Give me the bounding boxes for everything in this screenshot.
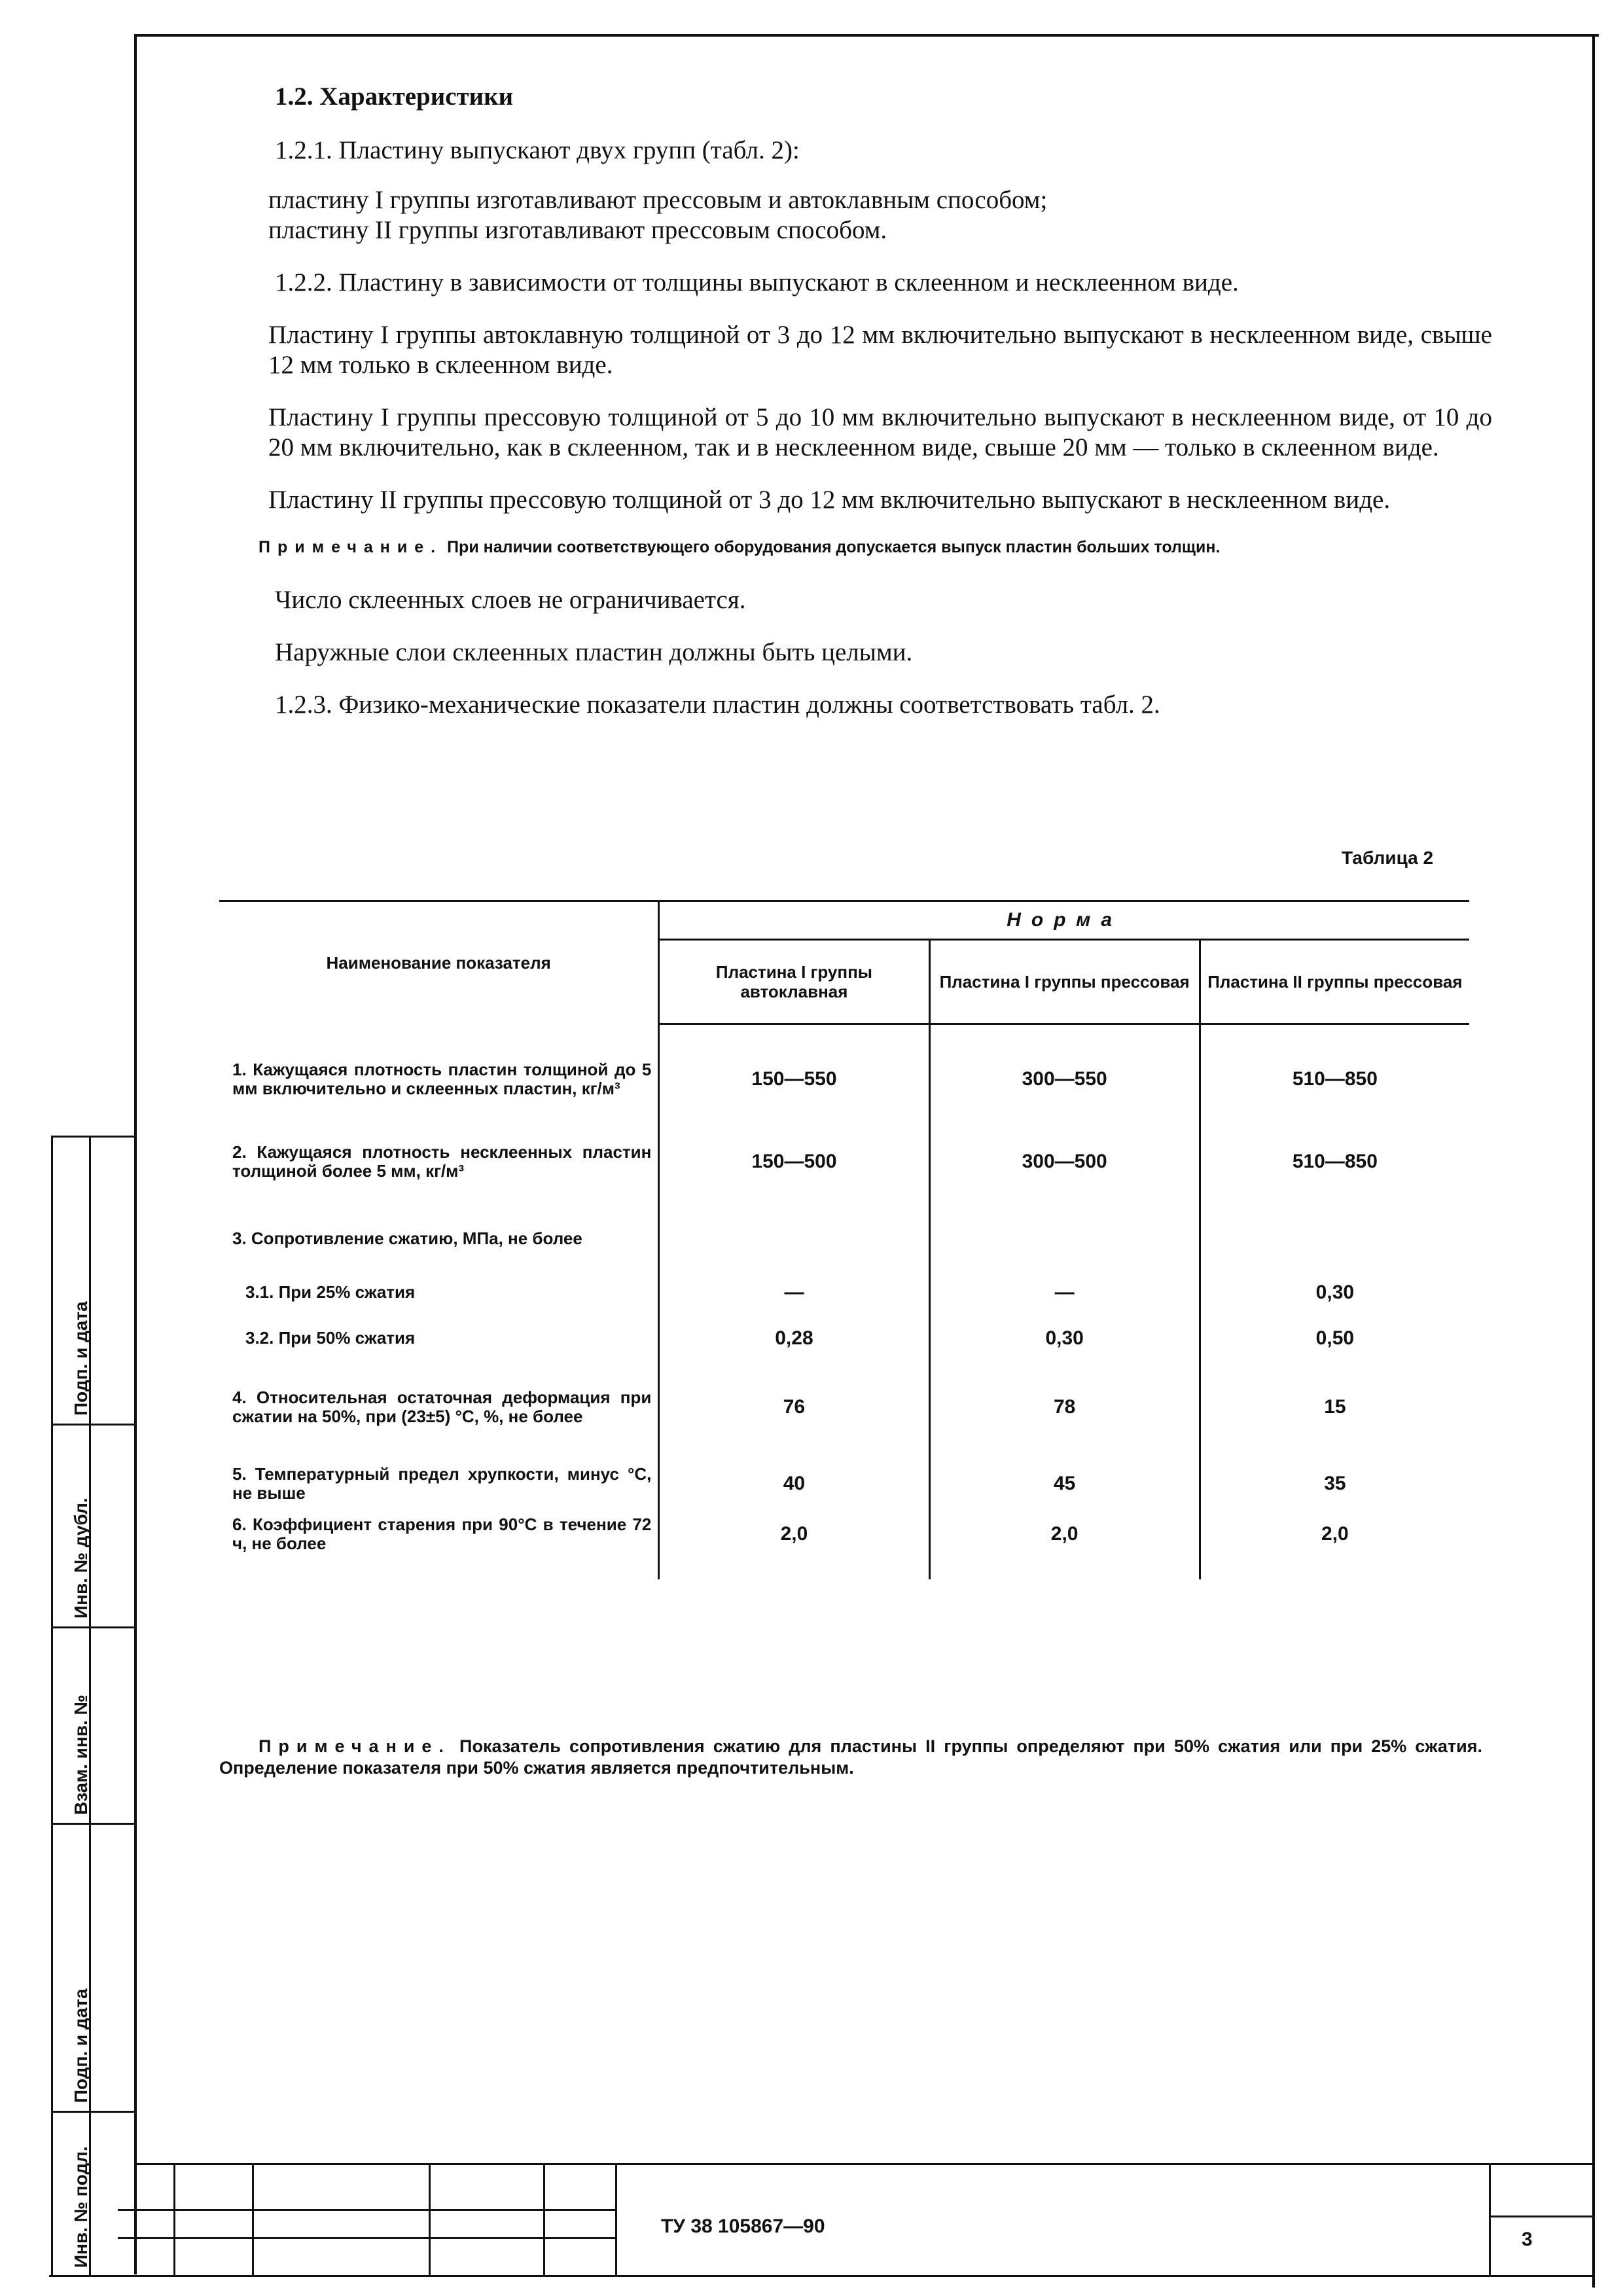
margin-cell — [51, 1424, 135, 1628]
note-text: При наличии соответствующего оборудования допускается выпуск пластин больших толщин. — [447, 538, 1221, 556]
properties-table — [219, 900, 1469, 1579]
paragraph: Число склеенных слоев не ограничивается. — [275, 586, 746, 614]
title-block-line — [173, 2163, 175, 2276]
paragraph — [268, 485, 1492, 515]
table-header-norma: Норма — [659, 901, 1469, 940]
table-row — [219, 1361, 1469, 1453]
row-value: 510—850 — [1200, 1116, 1469, 1208]
frame-top-border — [134, 34, 1599, 37]
row-name: 1. Кажущаяся плотность пластин толщиной до 5 мм включительно и склеенных пластин, кг/м³ — [232, 1059, 652, 1098]
paragraph-text: Пластину I группы автоклавную толщиной от 3 до 12 мм включительно выпускают в несклеенном виде, свыше 12 мм только в склеенном виде. — [268, 321, 1492, 379]
margin-label: Взам. инв. № — [71, 1695, 91, 1815]
title-block-line — [134, 2163, 1592, 2165]
row-name: 5. Температурный предел хрупкости, минус °С, не выше — [232, 1464, 652, 1503]
row-value: 2,0 — [929, 1515, 1200, 1579]
document-body — [259, 82, 1492, 720]
title-block-line — [118, 2237, 615, 2239]
row-value: 150—550 — [659, 1024, 929, 1116]
row-value: 0,50 — [1200, 1316, 1469, 1361]
table-column-header: Пластина II группы прессовая — [1200, 940, 1469, 1024]
row-value: 0,30 — [929, 1316, 1200, 1361]
row-name: 3.2. При 50% сжатия — [245, 1328, 416, 1348]
paragraph: 1.2.1. Пластину выпускают двух групп (табл. 2): — [275, 136, 800, 164]
row-value: — — [929, 1270, 1200, 1316]
margin-label: Подп. и дата — [71, 1301, 91, 1416]
paragraph-text: Пластину I группы прессовую толщиной от 5 до 10 мм включительно выпускают в несклеенном виде, от 10 до 20 мм включительно, как в склеенном, так и в несклеенном виде, свыше 20 мм — только в склеенном виде. — [268, 403, 1492, 461]
table-row — [219, 1116, 1469, 1208]
paragraph — [268, 320, 1492, 380]
title-block-line — [118, 2209, 615, 2211]
table-column-header: Пластина I группы прессовая — [929, 940, 1200, 1024]
table-row — [219, 1208, 1469, 1270]
margin-label: Инв. № подл. — [71, 2146, 91, 2268]
row-name: 4. Относительная остаточная деформация при сжатии на 50%, при (23±5) °С, %, не более — [232, 1387, 652, 1426]
paragraph: 1.2.3. Физико-механические показатели пластин должны соответствовать табл. 2. — [275, 691, 1160, 719]
note-label: Примечание. — [259, 538, 443, 556]
row-value: 35 — [1200, 1453, 1469, 1515]
row-value: 45 — [929, 1453, 1200, 1515]
table-row — [219, 1316, 1469, 1361]
margin-cell — [51, 1823, 135, 2113]
title-block-line — [1489, 2163, 1491, 2276]
table-caption: Таблица 2 — [1342, 848, 1434, 868]
title-block-line — [429, 2163, 431, 2276]
table-row — [219, 1453, 1469, 1515]
row-value: 0,28 — [659, 1316, 929, 1361]
paragraph: пластину II группы изготавливают прессовым способом. — [268, 216, 887, 244]
paragraph — [268, 403, 1492, 463]
margin-cell — [51, 1626, 135, 1825]
note-label: Примечание. — [259, 1736, 451, 1756]
row-value: 2,0 — [659, 1515, 929, 1579]
frame-right-border — [1592, 36, 1595, 2287]
row-value: 2,0 — [1200, 1515, 1469, 1579]
paragraph: Наружные слои склеенных пластин должны быть целыми. — [275, 638, 913, 666]
margin-label: Подп. и дата — [71, 1988, 91, 2103]
paragraph: 1.2.2. Пластину в зависимости от толщины выпускают в склеенном и несклеенном виде. — [275, 268, 1239, 296]
note-text: Показатель сопротивления сжатию для пластины II группы определяют при 50% сжатия или при 25% сжатия. Определение показателя при 50% сжатия является предпочтительным. — [219, 1736, 1482, 1778]
row-name: 3. Сопротивление сжатию, МПа, не более — [232, 1228, 582, 1248]
title-block-line — [252, 2163, 254, 2276]
row-value: 300—550 — [929, 1024, 1200, 1116]
row-value: 510—850 — [1200, 1024, 1469, 1116]
row-value: 300—500 — [929, 1116, 1200, 1208]
row-value: 150—500 — [659, 1116, 929, 1208]
row-value: 76 — [659, 1361, 929, 1453]
binding-margin-stamp — [51, 1136, 135, 2276]
margin-cell — [51, 1136, 135, 1426]
row-value — [1200, 1208, 1469, 1270]
table-note — [219, 1736, 1482, 1779]
table-column-header: Пластина I группы автоклавная — [659, 940, 929, 1024]
row-value: 15 — [1200, 1361, 1469, 1453]
paragraph: пластину I группы изготавливают прессовым и автоклавным способом; — [268, 186, 1048, 214]
frame-bottom-border — [49, 2275, 1595, 2277]
row-value: — — [659, 1270, 929, 1316]
table-row — [219, 1024, 1469, 1116]
table-row — [219, 1270, 1469, 1316]
row-value: 78 — [929, 1361, 1200, 1453]
margin-label: Инв. № дубл. — [71, 1498, 91, 1619]
row-value: 40 — [659, 1453, 929, 1515]
row-name: 6. Коэффициент старения при 90°С в течение 72 ч, не более — [232, 1514, 652, 1553]
row-value — [929, 1208, 1200, 1270]
table-header-name: Наименование показателя — [219, 901, 659, 1024]
title-block-line — [1489, 2215, 1594, 2217]
row-value — [659, 1208, 929, 1270]
table-row — [219, 1515, 1469, 1579]
row-name: 3.1. При 25% сжатия — [245, 1282, 416, 1302]
paragraph-text: Пластину II группы прессовую толщиной от 3 до 12 мм включительно выпускают в несклеенном виде. — [268, 486, 1391, 514]
page-number: 3 — [1522, 2229, 1533, 2250]
title-block-line — [615, 2163, 617, 2276]
note — [219, 537, 1492, 558]
title-block-line — [543, 2163, 545, 2276]
section-heading: 1.2. Характеристики — [275, 82, 514, 111]
document-number: ТУ 38 105867—90 — [661, 2215, 825, 2237]
row-name: 2. Кажущаяся плотность несклеенных пластин толщиной более 5 мм, кг/м³ — [232, 1141, 652, 1181]
margin-cell — [51, 2111, 135, 2278]
row-value: 0,30 — [1200, 1270, 1469, 1316]
